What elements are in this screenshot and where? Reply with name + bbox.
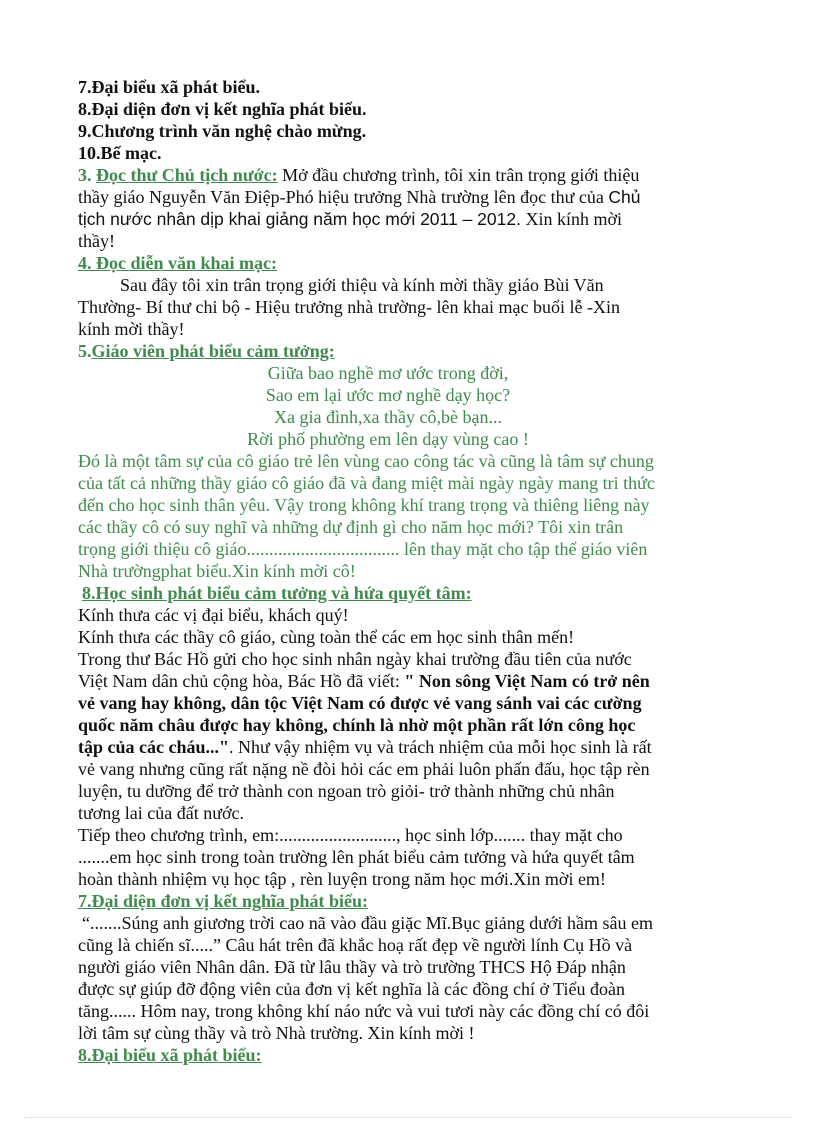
section-3-text-3b: Xin kính mời bbox=[520, 209, 622, 229]
quote-line-2: vẻ vang hay không, dân tộc Việt Nam có được vẻ vang sánh vai các cường bbox=[78, 693, 642, 713]
section-3-text-2b: Chủ bbox=[608, 187, 641, 207]
section-5-para-1: Đó là một tâm sự của cô giáo trẻ lên vùng cao công tác và cũng là tâm sự chung bbox=[78, 451, 654, 471]
section-5-para-4: các thầy cô có suy nghĩ và những dự định gì cho năm học mới? Tôi xin trân bbox=[78, 517, 624, 537]
section-7-line-6: lời tâm sự cùng thầy và trò Nhà trường. Xin kính mời ! bbox=[78, 1023, 475, 1043]
section-5-para-5: trọng giới thiệu cô giáo.................................. lên thay mặt cho tập thể giáo viên bbox=[78, 539, 648, 559]
section-8-line-12: .......em học sinh trong toàn trường lên phát biểu cảm tưởng và hứa quyết tâm bbox=[78, 847, 635, 867]
section-8-text-4: Việt Nam dân chủ cộng hòa, Bác Hồ đã viết: bbox=[78, 671, 405, 691]
section-8-line-7 bbox=[78, 736, 698, 758]
section-5-heading-line bbox=[78, 340, 698, 362]
section-8-text-7: . Như vậy nhiệm vụ và trách nhiệm của mỗi học sinh là rất bbox=[229, 737, 652, 757]
section-5-heading: Giáo viên phát biểu cảm tưởng: bbox=[91, 341, 335, 361]
section-3-number: 3. bbox=[78, 165, 96, 185]
section-5-number: 5. bbox=[78, 341, 92, 361]
section-8-line-8: vẻ vang nhưng cũng rất nặng nề đòi hỏi các em phải luôn phấn đấu, học tập rèn bbox=[78, 759, 650, 779]
section-8-line-2: Kính thưa các thầy cô giáo, cùng toàn thể các em học sinh thân mến! bbox=[78, 627, 575, 647]
section-4-line-2: Thường- Bí thư chi bộ - Hiệu trưởng nhà trường- lên khai mạc buổi lễ -Xin bbox=[78, 297, 620, 317]
quote-line-3: quốc năm châu được hay không, chính là nhờ một phần rất lớn công học bbox=[78, 715, 636, 735]
section-8b-heading: 8.Đại biểu xã phát biểu: bbox=[78, 1045, 262, 1065]
poem-line-1: Giữa bao nghề mơ ước trong đời, bbox=[267, 363, 509, 383]
section-8-heading: 8.Học sinh phát biểu cảm tưởng và hứa quyết tâm: bbox=[82, 583, 472, 603]
section-8-line-9: luyện, tu dưỡng để trở thành con ngoan trò giỏi- trở thành những chủ nhân bbox=[78, 781, 615, 801]
section-7-line-5: tăng...... Hôm nay, trong không khí náo nức và vui tươi này các đồng chí có đôi bbox=[78, 1001, 650, 1021]
section-3-line-4: thầy! bbox=[78, 231, 115, 251]
section-5-para-6: Nhà trườngphat biểu.Xin kính mời cô! bbox=[78, 561, 356, 581]
section-7-line-3: người giáo viên Nhân dân. Đã từ lâu thầy và trò trường THCS Hộ Đáp nhận bbox=[78, 957, 626, 977]
section-8-line-13: hoàn thành nhiệm vụ học tập , rèn luyện trong năm học mới.Xin mời em! bbox=[78, 869, 606, 889]
section-8-line-1: Kính thưa các vị đại biểu, khách quý! bbox=[78, 605, 349, 625]
program-item-9: 9.Chương trình văn nghệ chào mừng. bbox=[78, 121, 367, 141]
section-5-para-3: đến cho học sinh thân yêu. Vậy trong không khí trang trọng và thiêng liêng này bbox=[78, 495, 650, 515]
section-3-text-3: tịch nước nhân dịp khai giảng năm học mới 2011 – 2012. bbox=[78, 209, 521, 229]
program-item-7: 7.Đại biểu xã phát biểu. bbox=[78, 77, 261, 97]
section-8-line-10: tương lai của đất nước. bbox=[78, 803, 244, 823]
quote-line-4: tập của các cháu..." bbox=[78, 737, 229, 757]
section-3-line-1 bbox=[78, 164, 698, 186]
section-3-text-2: thầy giáo Nguyễn Văn Điệp-Phó hiệu trưởng Nhà trường lên đọc thư của bbox=[78, 187, 609, 207]
poem-line-3: Xa gia đình,xa thầy cô,bè bạn... bbox=[274, 407, 502, 427]
program-item-10: 10.Bế mạc. bbox=[78, 143, 162, 163]
quote-line-1: " Non sông Việt Nam có trở nên bbox=[404, 671, 650, 691]
page-bottom-divider bbox=[24, 1117, 792, 1118]
section-8-line-4 bbox=[78, 670, 698, 692]
section-7-line-2: cũng là chiến sĩ.....” Câu hát trên đã khắc hoạ rất đẹp về người lính Cụ Hồ và bbox=[78, 935, 633, 955]
section-7-line-1: “.......Súng anh giương trời cao nã vào đầu giặc Mĩ.Bục giảng dưới hầm sâu em bbox=[82, 913, 653, 933]
section-8-line-3: Trong thư Bác Hồ gửi cho học sinh nhân ngày khai trường đầu tiên của nước bbox=[78, 649, 632, 669]
section-3-heading: Đọc thư Chủ tịch nước: bbox=[96, 165, 278, 185]
poem-line-2: Sao em lại ước mơ nghề dạy học? bbox=[265, 385, 511, 405]
section-4-line-3: kính mời thầy! bbox=[78, 319, 185, 339]
section-8-line-11: Tiếp theo chương trình, em:.........................., học sinh lớp....... thay mặt cho bbox=[78, 825, 623, 845]
section-4-heading: 4. Đọc diễn văn khai mạc: bbox=[78, 253, 278, 273]
section-3-line-3 bbox=[78, 208, 698, 230]
section-7-line-4: được sự giúp đỡ động viên của đơn vị kết nghĩa là các đồng chí ở Tiểu đoàn bbox=[78, 979, 625, 999]
section-3-text-1: Mở đầu chương trình, tôi xin trân trọng giới thiệu bbox=[277, 165, 640, 185]
section-5-para-2: của tất cả những thầy giáo cô giáo đã và đang miệt mài ngày ngày mang tri thức bbox=[78, 473, 655, 493]
section-4-line-1: Sau đây tôi xin trân trọng giới thiệu và kính mời thầy giáo Bùi Văn bbox=[120, 275, 604, 295]
program-item-8: 8.Đại diện đơn vị kết nghĩa phát biểu. bbox=[78, 99, 367, 119]
section-3-line-2 bbox=[78, 186, 698, 208]
poem-line-4: Rời phố phường em lên dạy vùng cao ! bbox=[247, 429, 529, 449]
section-7-heading: 7.Đại diện đơn vị kết nghĩa phát biểu: bbox=[78, 891, 369, 911]
